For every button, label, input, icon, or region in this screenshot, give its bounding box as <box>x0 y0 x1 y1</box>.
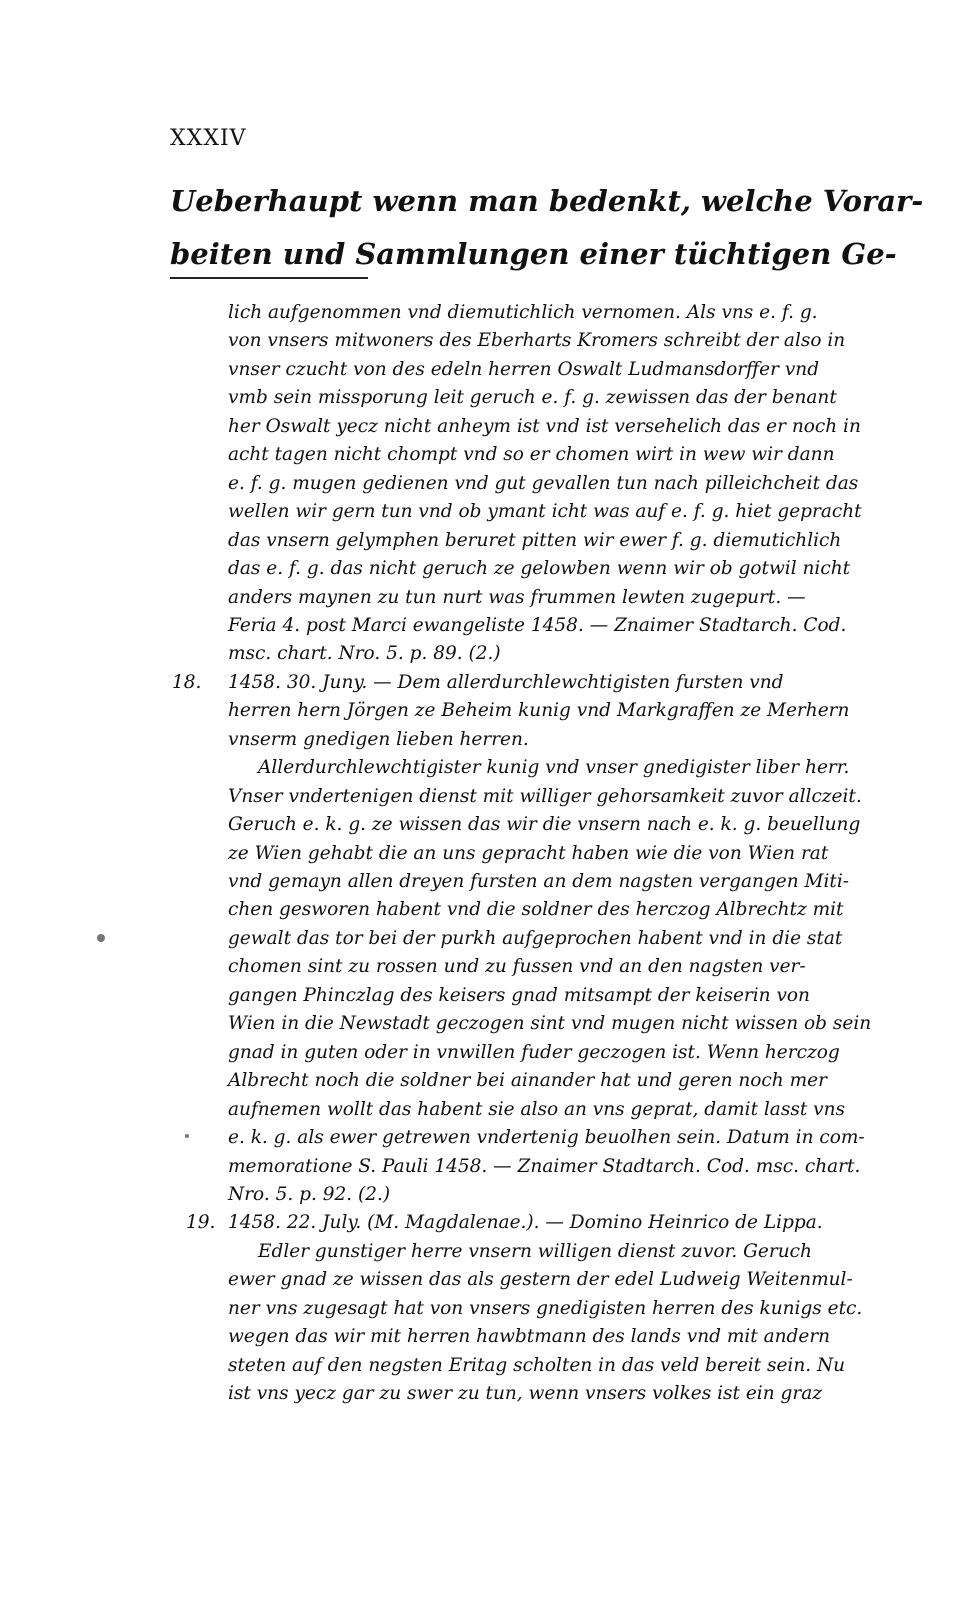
footnote-line: wegen das wir mit herren hawbtmann des lands vnd mit andern <box>228 1326 831 1348</box>
footnote-line: chomen sint zu rossen und zu fussen vnd an den nagsten ver- <box>228 956 806 978</box>
footnote-line: herren hern Jörgen ze Beheim kunig vnd Markgraffen ze Merhern <box>228 700 850 722</box>
footnote-line: ewer gnad ze wissen das als gestern der edel Ludweig Weitenmul- <box>228 1269 853 1291</box>
entry-number: 18. <box>172 671 202 693</box>
footnote-line: Edler gunstiger herre vnsern willigen dienst zuvor. Geruch <box>258 1240 812 1262</box>
footnote-line: gangen Phinczlag des keisers gnad mitsampt der keiserin von <box>228 984 810 1006</box>
footnote-line: vmb sein missporung leit geruch e. f. g. zewissen das der benant <box>228 387 837 409</box>
footnote-line: memoratione S. Pauli 1458. — Znaimer Stadtarch. Cod. msc. chart. <box>228 1155 861 1177</box>
footnote-line: vnserm gnedigen lieben herren. <box>228 728 529 750</box>
footnote-line: wellen wir gern tun vnd ob ymant icht was auf e. f. g. hiet gepracht <box>228 501 862 523</box>
footnote-line: das e. f. g. das nicht geruch ze gelowben wenn wir ob gotwil nicht <box>228 558 851 580</box>
page-number: XXXIV <box>170 126 247 151</box>
footnote-line: vnser czucht von des edeln herren Oswalt Ludmansdorffer vnd <box>228 358 820 380</box>
footnote-line: von vnsers mitwoners des Eberharts Kromers schreibt der also in <box>228 330 846 352</box>
footnote-line: acht tagen nicht chompt vnd so er chomen wirt in wew wir dann <box>228 444 835 466</box>
footnote-line: steten auf den negsten Eritag scholten in das veld bereit sein. Nu <box>228 1354 846 1376</box>
scan-speck <box>97 934 105 942</box>
footnote-line: Wien in die Newstadt geczogen sint vnd mugen nicht wissen ob sein <box>228 1013 872 1035</box>
footnote-line: Vnser vndertenigen dienst mit williger gehorsamkeit zuvor allczeit. <box>228 785 862 807</box>
scan-speck <box>185 1134 189 1138</box>
lead-line-1: Ueberhaupt wenn man bedenkt, welche Vorar- <box>170 184 924 218</box>
footnote-line: e. f. g. mugen gedienen vnd gut gevallen tun nach pilleichcheit das <box>228 472 859 494</box>
lead-paragraph <box>170 175 924 281</box>
footnote-line: Nro. 5. p. 92. (2.) <box>228 1183 391 1205</box>
footnote-line: Albrecht noch die soldner bei ainander hat und geren noch mer <box>228 1070 827 1092</box>
lead-line-2: beiten und Sammlungen einer tüchtigen Ge- <box>170 237 897 271</box>
footnote-line: ner vns zugesagt hat von vnsers gnedigisten herren des kunigs etc. <box>228 1297 863 1319</box>
footnote-line: ist vns yecz gar zu swer zu tun, wenn vnsers volkes ist ein graz <box>228 1383 822 1405</box>
footnote-line: ze Wien gehabt die an uns gepracht haben wie die von Wien rat <box>228 842 829 864</box>
footnote-line: Feria 4. post Marci ewangeliste 1458. — Znaimer Stadtarch. Cod. <box>228 614 847 636</box>
footnote-line: gnad in guten oder in vnwillen fuder geczogen ist. Wenn herczog <box>228 1041 840 1063</box>
footnote-line: anders maynen zu tun nurt was frummen lewten zugepurt. — <box>228 586 806 608</box>
footnote-line: her Oswalt yecz nicht anheym ist vnd ist versehelich das er noch in <box>228 415 861 437</box>
footnote-line: das vnsern gelymphen beruret pitten wir ewer f. g. diemutichlich <box>228 529 842 551</box>
footnote-line: vnd gemayn allen dreyen fursten an dem nagsten vergangen Miti- <box>228 871 849 892</box>
footnote-line: lich aufgenommen vnd diemutichlich vernomen. Als vns e. f. g. <box>228 302 818 323</box>
footnote-line: msc. chart. Nro. 5. p. 89. (2.) <box>228 643 501 665</box>
footnote-line: gewalt das tor bei der purkh aufgeprochen habent vnd in die stat <box>228 927 843 949</box>
entry-number: 19. <box>186 1212 216 1234</box>
footnote-divider <box>170 277 368 279</box>
footnote-line: 1458. 22. July. (M. Magdalenae.). — Domino Heinrico de Lippa. <box>228 1212 823 1234</box>
footnote-line: 1458. 30. Juny. — Dem allerdurchlewchtigisten fursten vnd <box>228 671 784 693</box>
footnote-line: Geruch e. k. g. ze wissen das wir die vnsern nach e. k. g. beuellung <box>228 814 861 836</box>
footnote-line: aufnemen wollt das habent sie also an vns geprat, damit lasst vns <box>228 1098 845 1120</box>
footnote-line: Allerdurchlewchtigister kunig vnd vnser gnedigister liber herr. <box>258 757 850 779</box>
footnote-line: e. k. g. als ewer getrewen vndertenig beuolhen sein. Datum in com- <box>228 1127 865 1149</box>
footnote-line: chen gesworen habent vnd die soldner des herczog Albrechtz mit <box>228 899 844 921</box>
